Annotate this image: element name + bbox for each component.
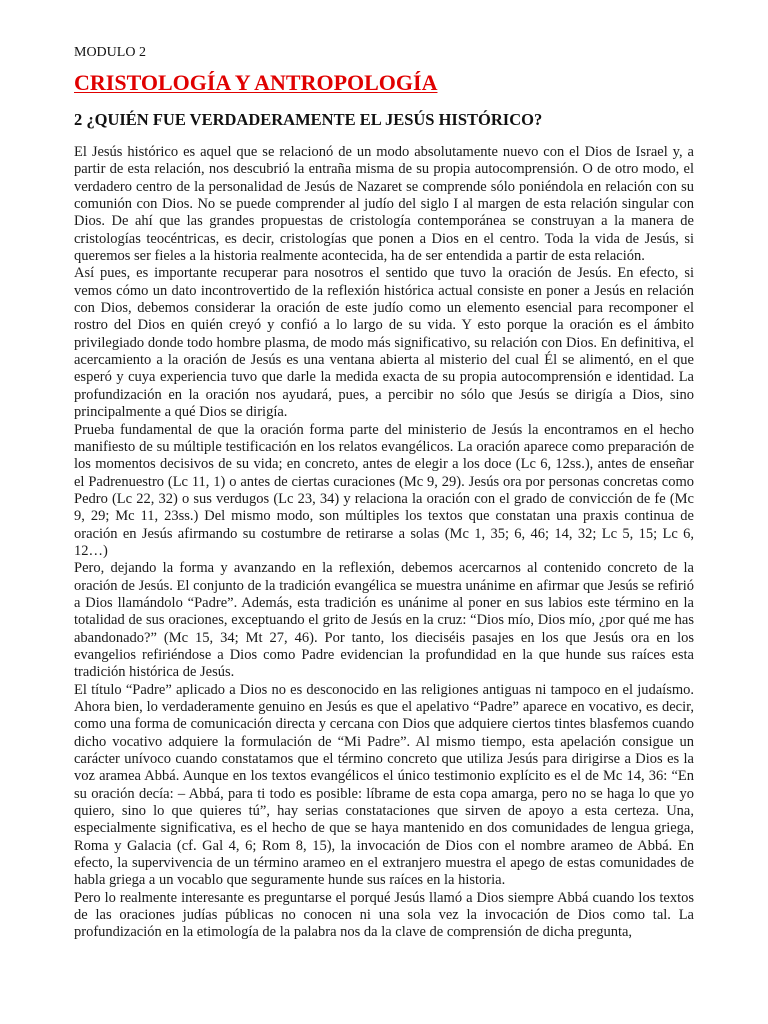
paragraph-4: Pero, dejando la forma y avanzando en la reflexión, debemos acercarnos al contenido concreto de la oración de Jesús. El conjunto de la tradición evangélica se muestra unánime en afirmar que Jesús se refirió a Dios llamándolo “Padre”. Además, esta tradición es unánime al poner en sus labios este término en la totalidad de sus oraciones, exceptuando el grito de Jesús en la cruz: “Dios mío, Dios mío, ¿por qué me has abandonado?” (Mc 15, 34; Mt 27, 46). Por tanto, los dieciséis pasajes en los que Jesús ora en los evangelios refiriéndose a Dios como Padre evidencian la profundidad en la que hunde sus raíces esta tradición histórica de Jesús. xyxy=(74,560,694,681)
section-heading: 2 ¿QUIÉN FUE VERDADERAMENTE EL JESÚS HISTÓRICO? xyxy=(74,110,543,129)
document-title: CRISTOLOGÍA Y ANTROPOLOGÍA xyxy=(74,70,438,95)
paragraph-2: Así pues, es importante recuperar para nosotros el sentido que tuvo la oración de Jesús. En efecto, si vemos cómo un dato incontrovertido de la reflexión histórica actual consiste en poner a Jesús en relación con Dios, debemos considerar la oración de este judío como un elemento esencial para recomponer el rostro del Dios en quién creyó y confió a lo largo de su vida. Y esto porque la oración es el ámbito privilegiado donde todo hombre plasma, de modo más significativo, su relación con Dios. En definitiva, el acercamiento a la oración de Jesús es una ventana abierta al misterio del cual Él se alimentó, en el que esperó y cuya experiencia tuvo que darle la medida exacta de su propia autocomprensión e identidad. La profundización en la oración nos ayudará, pues, a percibir no sólo que Jesús se dirigía a Dios, sino principalmente a qué Dios se dirigía. xyxy=(74,265,694,421)
module-label: MODULO 2 xyxy=(74,45,146,60)
document-body xyxy=(74,144,694,942)
paragraph-1: El Jesús histórico es aquel que se relacionó de un modo absolutamente nuevo con el Dios de Israel y, a partir de esta relación, nos descubrió la entraña misma de su propia autocomprensión. O de otro modo, el verdadero centro de la personalidad de Jesús de Nazaret se comprende sólo poniéndola en relación con su comunión con Dios. No se puede comprender al judío del siglo I al margen de esta relación singular con Dios. De ahí que las grandes propuestas de cristología contemporánea se construyan a la manera de cristologías teocéntricas, es decir, cristologías que ponen a Dios en el centro. Toda la vida de Jesús, si queremos ser fieles a la historia realmente acontecida, ha de ser entendida a partir de esta relación. xyxy=(74,144,694,265)
paragraph-6: Pero lo realmente interesante es preguntarse el porqué Jesús llamó a Dios siempre Abbá cuando los textos de las oraciones judías públicas no conocen ni una sola vez la invocación de Dios como tal. La profundización en la etimología de la palabra nos da la clave de comprensión de dicha pregunta, xyxy=(74,889,694,941)
paragraph-3: Prueba fundamental de que la oración forma parte del ministerio de Jesús la encontramos en el hecho manifiesto de su múltiple testificación en los relatos evangélicos. La oración aparece como preparación de los momentos decisivos de su vida; en concreto, antes de elegir a los doce (Lc 6, 12ss.), antes de enseñar el Padrenuestro (Lc 11, 1) o antes de ciertas curaciones (Mc 9, 29). Jesús ora por personas concretas como Pedro (Lc 22, 32) o sus verdugos (Lc 23, 34) y relaciona la oración con el grado de convicción de fe (Mc 9, 29; Mc 11, 23ss.) Del mismo modo, son múltiples los textos que constatan una praxis continua de oración en Jesús afirmando su costumbre de retirarse a solas (Mc 1, 35; 6, 46; 14, 32; Lc 5, 15; Lc 6, 12…) xyxy=(74,421,694,559)
paragraph-5: El título “Padre” aplicado a Dios no es desconocido en las religiones antiguas ni tampoco en el judaísmo. Ahora bien, lo verdaderamente genuino en Jesús es que el apelativo “Padre” aparece en vocativo, es decir, como una forma de comunicación directa y cercana con Dios que adquiere ciertos tintes blasfemos cuando dicho vocativo adquiere la formulación de “Mi Padre”. Al mismo tiempo, esta apelación consigue un carácter unívoco cuando constatamos que el término concreto que utiliza Jesús para dirigirse a Dios es la voz aramea Abbá. Aunque en los textos evangélicos el único testimonio explícito es el de Mc 14, 36: “En su oración decía: – Abbá, para ti todo es posible: líbrame de esta copa amarga, pero no se haga lo que yo quiero, sino lo que quieres tú”, hay serias constataciones que sirven de apoyo a esta certeza. Una, especialmente significativa, es el hecho de que se haya mantenido en dos comunidades de lengua griega, Roma y Galacia (cf. Gal 4, 6; Rom 8, 15), la invocación de Dios con el nombre arameo de Abbá. En efecto, la supervivencia de un término arameo en el extranjero muestra el apego de estas comunidades de habla griega a un vocablo que seguramente hunde sus raíces en la historia. xyxy=(74,681,694,889)
